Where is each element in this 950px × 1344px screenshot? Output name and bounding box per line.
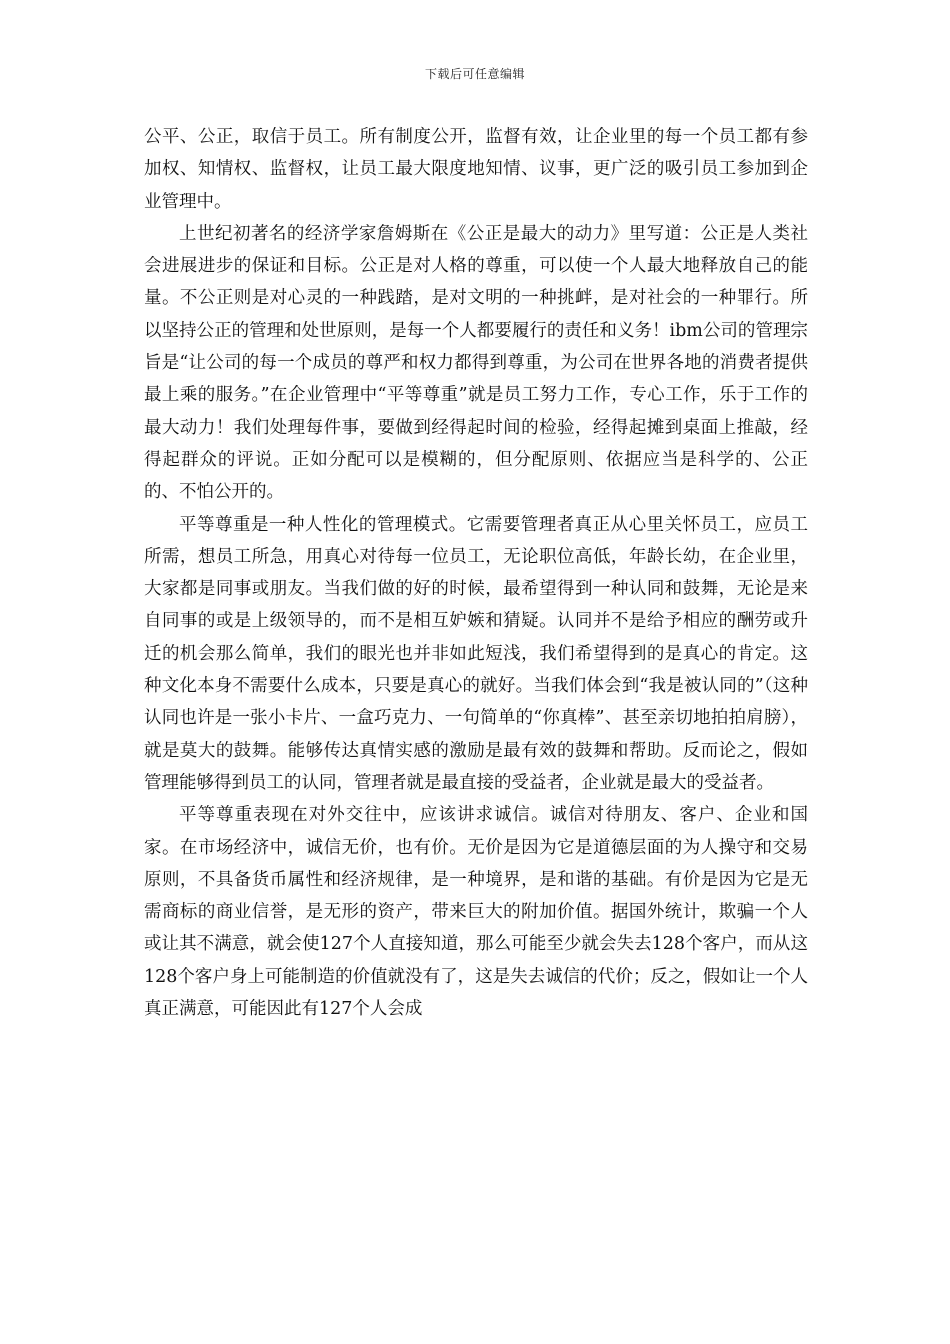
paragraph-4: 平等尊重表现在对外交往中，应该讲求诚信。诚信对待朋友、客户、企业和国家。在市场经济中，诚信无价，也有价。无价是因为它是道德层面的为人操守和交易原则，不具备货币属性和经济规律，是一种境界，是和谐的基础。有价是因为它是无需商标的商业信誉，是无形的资产，带来巨大的附加价值。据国外统计，欺骗一个人或让其不满意，就会使127个人直接知道，那么可能至少就会失去128个客户，而从这128个客户身上可能制造的价值就没有了，这是失去诚信的代价；反之，假如让一个人真正满意，可能因此有127个人会成: [144, 805, 808, 1020]
document-body: [144, 121, 808, 1025]
paragraph-2: 上世纪初著名的经济学家詹姆斯在《公正是最大的动力》里写道：公正是人类社会进展进步的保证和目标。公正是对人格的尊重，可以使一个人最大地释放自己的能量。不公正则是对心灵的一种践踏，是对文明的一种挑衅，是对社会的一种罪行。所以坚持公正的管理和处世原则，是每一个人都要履行的责任和义务！ibm公司的管理宗旨是“让公司的每一个成员的尊严和权力都得到尊重，为公司在世界各地的消费者提供最上乘的服务。”在企业管理中“平等尊重”就是员工努力工作，专心工作，乐于工作的最大动力！我们处理每件事，要做到经得起时间的检验，经得起摊到桌面上推敲，经得起群众的评说。正如分配可以是模糊的，但分配原则、依据应当是科学的、公正的、不怕公开的。: [144, 223, 808, 503]
paragraph-1: 公平、公正，取信于员工。所有制度公开，监督有效，让企业里的每一个员工都有参加权、知情权、监督权，让员工最大限度地知情、议事，更广泛的吸引员工参加到企业管理中。: [144, 127, 808, 212]
page-header: 下载后可任意编辑: [424, 67, 525, 81]
paragraph-3: 平等尊重是一种人性化的管理模式。它需要管理者真正从心里关怀员工，应员工所需，想员工所急，用真心对待每一位员工，无论职位高低，年龄长幼，在企业里，大家都是同事或朋友。当我们做的好的时候，最希望得到一种认同和鼓舞，无论是来自同事的或是上级领导的，而不是相互妒嫉和猜疑。认同并不是给予相应的酬劳或升迁的机会那么简单，我们的眼光也并非如此短浅，我们希望得到的是真心的肯定。这种文化本身不需要什么成本，只要是真心的就好。当我们体会到“我是被认同的”（这种认同也许是一张小卡片、一盒巧克力、一句简单的“你真棒”、甚至亲切地拍拍肩膀），就是莫大的鼓舞。能够传达真情实感的激励是最有效的鼓舞和帮助。反而论之，假如管理能够得到员工的认同，管理者就是最直接的受益者，企业就是最大的受益者。: [144, 514, 808, 793]
